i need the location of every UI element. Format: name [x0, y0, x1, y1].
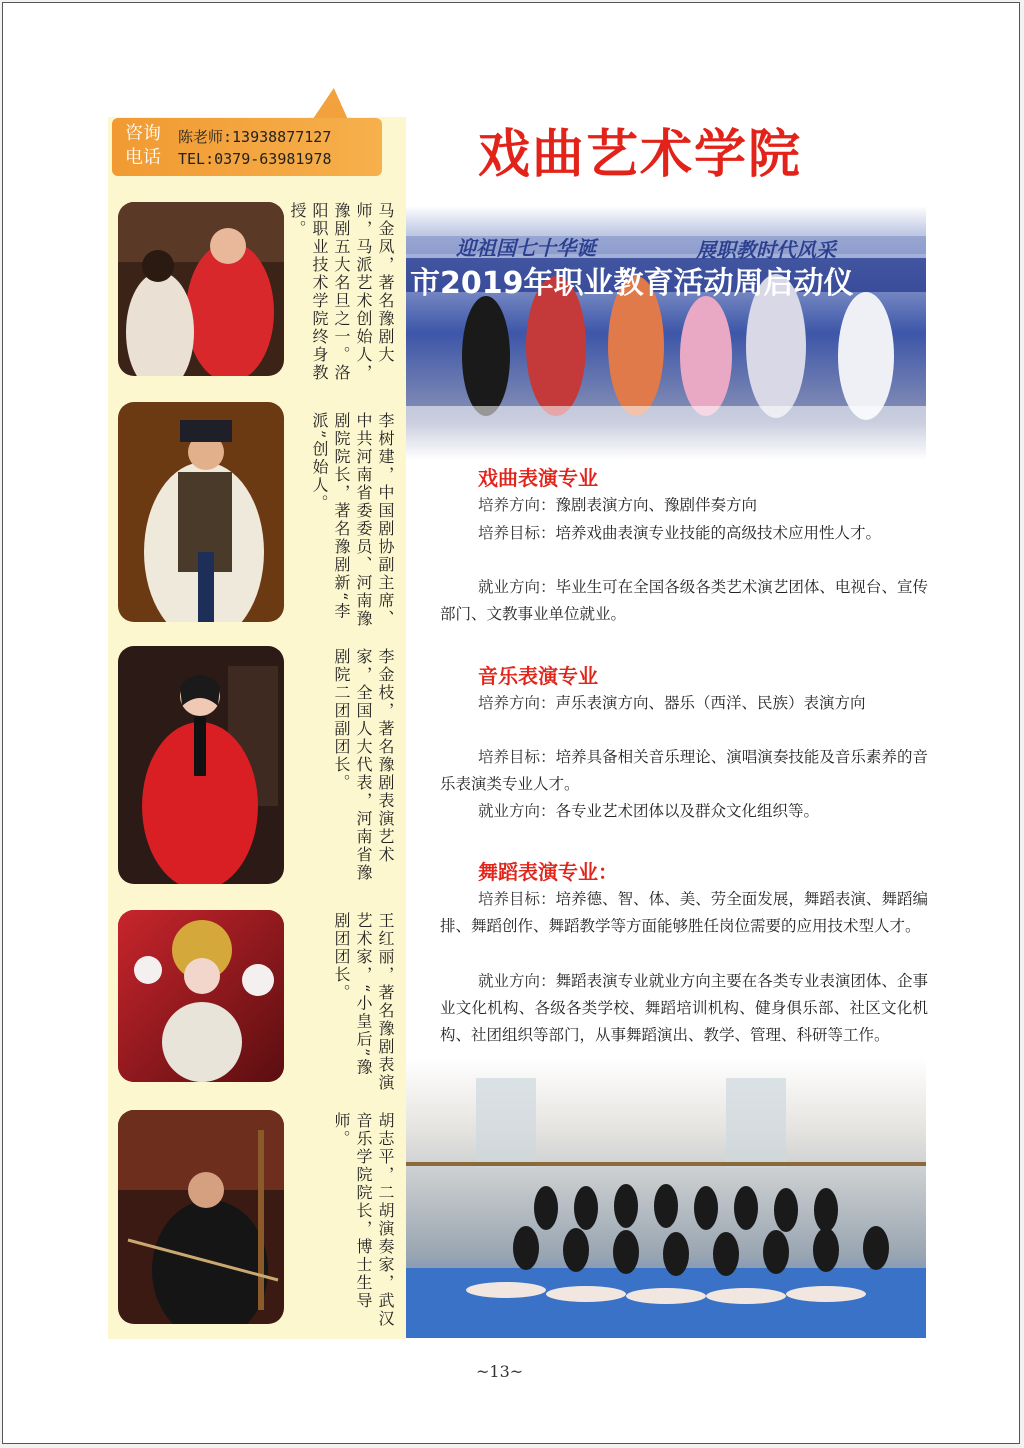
banner-line3: 市2019年职业教育活动周启动仪 [410, 266, 854, 301]
text: 培养具备相关音乐理论、演唱演奏技能及音乐素养的音乐表演类专业人才。 [440, 748, 928, 793]
banner-photo [406, 206, 926, 460]
photo-ma-jinfeng [118, 202, 284, 376]
profile-text-4: 王红丽，著名豫剧表演艺术家，“小皇后”豫剧团团长。 [332, 912, 395, 1092]
section3-item2 [440, 968, 928, 1049]
text: 声乐表演方向、器乐（西洋、民族）表演方向 [555, 694, 866, 712]
text: 毕业生可在全国各级各类艺术演艺团体、电视台、宣传部门、文教事业单位就业。 [440, 578, 928, 623]
page-title: 戏曲艺术学院 [478, 125, 803, 185]
contact-lines [178, 126, 332, 170]
text: 培养德、智、体、美、劳全面发展，舞蹈表演、舞蹈编排、舞蹈创作、舞蹈教学等方面能够胜任岗位需要的应用技术型人才。 [440, 890, 928, 935]
photo-wang-hongli [118, 910, 284, 1082]
section-title-xiqu: 戏曲表演专业 [478, 466, 598, 490]
section1-item2 [440, 520, 928, 547]
photo-li-shujian [118, 402, 284, 622]
profile-text-5: 胡志平，二胡演奏家，武汉音乐学院院长，博士生导师。 [332, 1112, 395, 1328]
section1-item1 [440, 492, 928, 519]
label: 就业方向： [478, 972, 556, 990]
label: 就业方向： [478, 578, 556, 596]
profile-text-1: 马金凤，著名豫剧大师，马派艺术创始人，豫剧五大名旦之一。洛阳职业技术学院终身教授。 [288, 202, 395, 382]
photo-hu-zhiping [118, 1110, 284, 1324]
label: 培养方向： [478, 496, 556, 514]
label: 培养方向： [478, 694, 556, 712]
section3-item1 [440, 886, 928, 940]
contact-box [112, 118, 382, 176]
contact-tel: TEL:0379-63981978 [178, 150, 332, 168]
page-number: ~13~ [476, 1362, 524, 1381]
text: 舞蹈表演专业就业方向主要在各类专业表演团体、企事业文化机构、各级各类学校、舞蹈培训机构、健身俱乐部、社区文化机构、社团组织等部门，从事舞蹈演出、教学、管理、科研等工作。 [440, 972, 928, 1044]
label: 培养目标： [478, 890, 556, 908]
profile-text-3: 李金枝，著名豫剧表演艺术家，全国人大代表，河南省豫剧院二团副团长。 [332, 648, 395, 882]
dance-photo [406, 1058, 926, 1338]
section2-item1 [440, 690, 928, 717]
section2-item3 [440, 798, 928, 825]
contact-label-line1: 咨询 [125, 123, 161, 144]
profile-text-2: 李树建，中国剧协副主席、中共河南省委委员、河南豫剧院院长，著名豫剧新“李派”创始人。 [310, 412, 395, 628]
contact-label [120, 122, 166, 170]
label: 就业方向： [478, 802, 556, 820]
photo-li-jinzhi [118, 646, 284, 884]
contact-phone: 陈老师:13938877127 [178, 128, 332, 146]
text: 各专业艺术团体以及群众文化组织等。 [555, 802, 820, 820]
banner-line1: 迎祖国七十华诞 [456, 236, 596, 260]
text: 豫剧表演方向、豫剧伴奏方向 [555, 496, 758, 514]
text: 培养戏曲表演专业技能的高级技术应用性人才。 [555, 524, 882, 542]
banner-line2: 展职教时代风采 [696, 238, 836, 262]
contact-label-line2: 电话 [125, 147, 161, 168]
section-title-music: 音乐表演专业 [478, 664, 598, 688]
section2-item2 [440, 744, 928, 798]
label: 培养目标： [478, 524, 556, 542]
label: 培养目标： [478, 748, 556, 766]
section-title-dance: 舞蹈表演专业： [478, 860, 618, 884]
section1-item3 [440, 574, 928, 628]
